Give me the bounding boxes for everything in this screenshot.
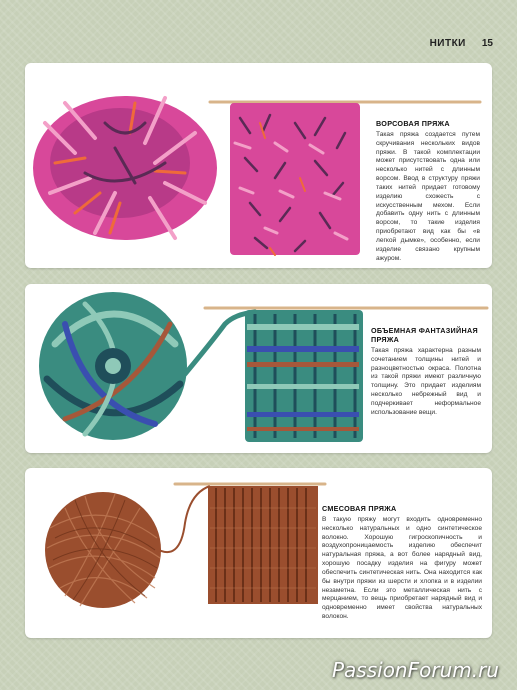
section-title: НИТКИ	[429, 37, 466, 49]
pile-yarn-description	[376, 119, 480, 263]
fancy-yarn-description	[371, 326, 481, 418]
blended-yarn-ball-image	[45, 486, 210, 608]
fancy-yarn-body: Такая пряжа характерна разным сочетанием толщины нитей и разноцветностью окраса. Полотна из такой пряжи имеют различную толщину. Это придает изделиям несколько небрежный вид и подчеркивает неформальное использование вещи.	[371, 347, 481, 416]
panel-bulky-fancy-yarn	[25, 284, 492, 453]
watermark: PassionForum.ru	[331, 658, 499, 682]
blended-yarn-swatch-image	[175, 484, 325, 604]
panel-pile-yarn	[25, 63, 492, 268]
blended-yarn-description	[322, 504, 482, 622]
fancy-yarn-heading: ОБЪЕМНАЯ ФАНТАЗИЙНАЯ ПРЯЖА	[371, 326, 478, 344]
page-number: 15	[481, 37, 493, 49]
fancy-yarn-ball-image	[39, 292, 255, 440]
panel-blended-yarn	[25, 468, 492, 638]
pile-yarn-body: Такая пряжа создается путем скручивания нескольких видов пряжи. В такой комплектации может присутствовать одна или несколько нитей с длинным ворсом. Ввод в структуру пряжи таких нитей придает готовому изделию схожесть с искусственным мехом. Если добавить одну нить с длинным ворсом, то такие изделия приобретают вид как бы «в легкой дымке», особенно, если изделие связано крупным ажуром.	[376, 131, 480, 262]
pile-yarn-heading: ВОРСОВАЯ ПРЯЖА	[376, 119, 450, 128]
pile-yarn-ball-image	[33, 96, 217, 240]
blended-yarn-body: В такую пряжу могут входить одновременно несколько натуральных и одно синтетическое волокно. Хорошую гигроскопичность и воздухопроницаемость изделию обеспечит натуральная пряжа, а вот более нарядный вид, хорошую посадку изделия на фигуру может обеспечить синтетическая нить. Она находится как бы внутри пряжи из шерсти и хлопка и в изделии незаметна. Если это металлическая нить с мерцанием, то вещь приобретает нарядный вид и одновременно имеет свойства натуральных волокон.	[322, 516, 482, 621]
blended-yarn-heading: СМЕСОВАЯ ПРЯЖА	[322, 504, 397, 513]
page-header	[430, 36, 493, 50]
